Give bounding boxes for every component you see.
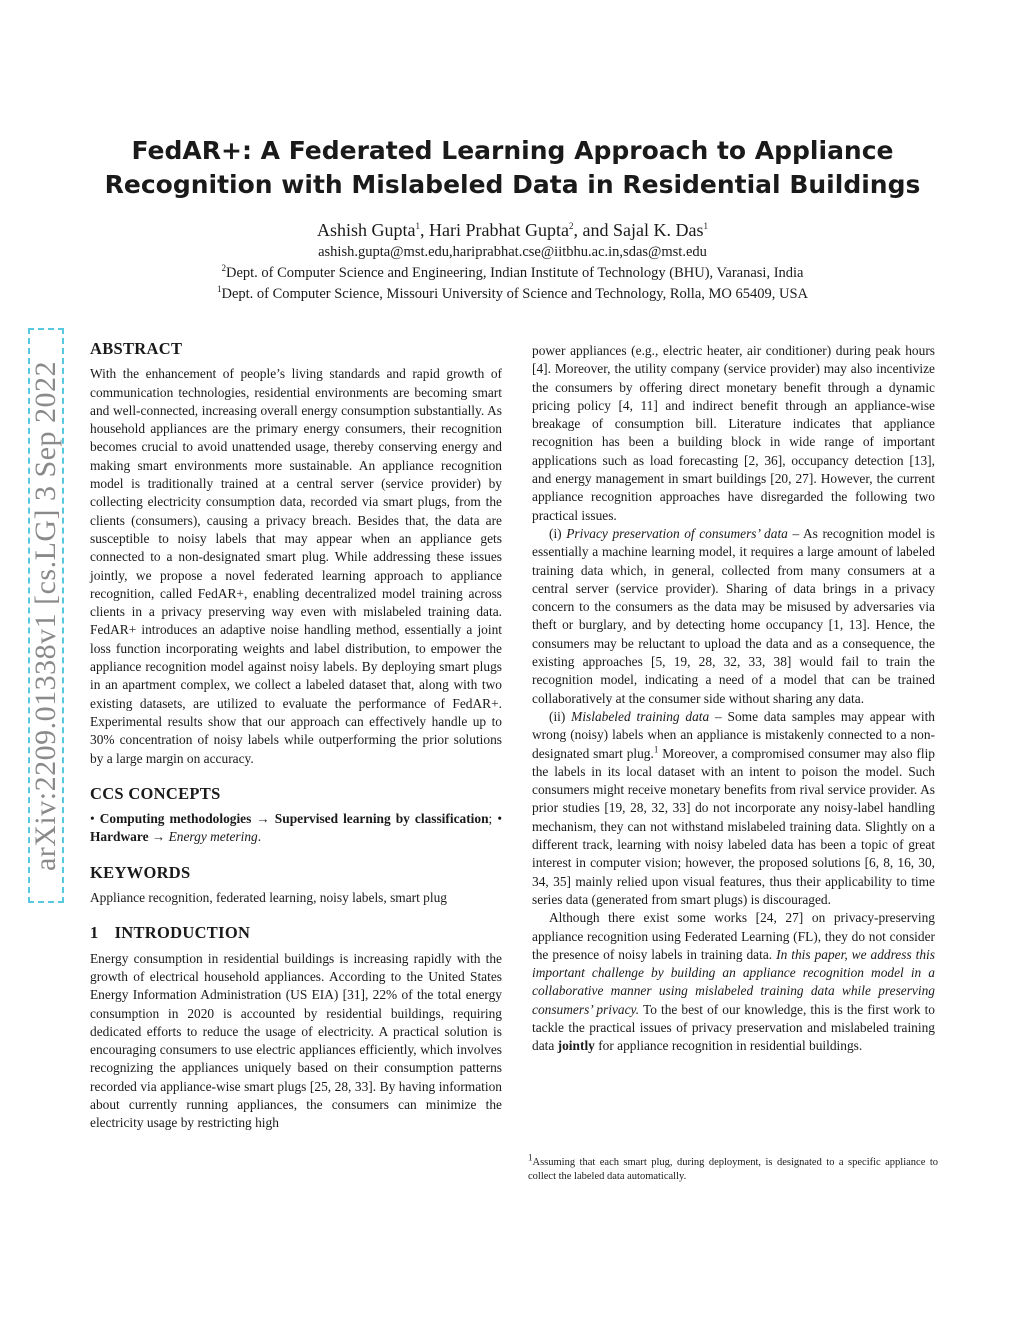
ccs-concept-2: Hardware bbox=[90, 829, 149, 845]
arxiv-identifier: arXiv:2209.01338v1 [cs.LG] 3 Sep 2022 bbox=[29, 360, 63, 871]
contribution-text-1: Although there exist some works [24, 27] on privacy-preserving appliance recognition using Federated Learning (FL), they do not consider the presence of noisy labels in training data. bbox=[532, 910, 935, 962]
author-list bbox=[90, 220, 935, 241]
issue-2-title: Mislabeled training data bbox=[571, 708, 710, 724]
ccs-bullet-1: • bbox=[90, 811, 100, 827]
author-1-affiliation-mark: 1 bbox=[415, 221, 421, 231]
author-1: Ashish Gupta bbox=[317, 220, 416, 240]
issue-1-text: – As recognition model is essentially a machine learning model, it requires a large amount of labeled training data which, in general, collected from many consumers at a central server (service provider). Sharing of data brings in a privacy concern to the consumers as the data may be misused by adversaries via theft or burglary, and by detecting home occupancy [1, 13]. Hence, the consumers may be reluctant to upload the data and as a consequence, the existing approaches [5, 19, 28, 32, 33, 38] would fail to train the recognition model, indicating a need of a model that can be trained collaboratively at the consumer side without sharing any data. bbox=[532, 525, 935, 706]
issue-mislabel-paragraph bbox=[532, 708, 935, 909]
ccs-arrow-2: → bbox=[148, 829, 169, 845]
intro-paragraph-continued: power appliances (e.g., electric heater, air conditioner) during peak hours [4]. Moreover, the utility company (service provider) may also incentivize the consumers by offering direct monetary benefit through a dynamic pricing policy [4, 11] and indirect benefit through an appliance-wise breakage of consumption bill. Literature indicates that appliance recognition has been a building block in wide range of important applications such as load forecasting [2, 36], occupancy detection [13], and energy management in smart buildings [20, 27]. However, the current appliance recognition approaches have disregarded the following two practical issues. bbox=[532, 343, 935, 523]
affiliation-1-mark: 1 bbox=[216, 284, 222, 295]
issue-2-label: (ii) bbox=[549, 708, 572, 724]
ccs-separator: ; bbox=[488, 811, 498, 827]
arxiv-sidebar-stamp bbox=[28, 328, 64, 903]
affiliation-2-text: Dept. of Computer Science and Engineering, Indian Institute of Technology (BHU), Varanasi, India bbox=[226, 265, 804, 281]
abstract-text: With the enhancement of people’s living standards and rapid growth of communication technologies, residential environments are becoming smart and well-connected, increasing overall energy consumption substantially. As household appliances are the primary energy consumers, their recognition becomes crucial to avoid unattended usage, thereby conserving energy and making smart environments more sustainable. An appliance recognition model is traditionally trained at a central server (service provider) by collecting electricity consumption data, recorded via smart plugs, from the clients (consumers), causing a privacy breach. Besides that, the data are susceptible to noisy labels that may appear when an appliance gets connected to a non-designated smart plug. While addressing these issues jointly, we propose a novel federated learning approach to appliance recognition, called FedAR+, enabling decentralized model training across clients in a privacy preserving way even with mislabeled training data. FedAR+ introduces an adaptive noise handling method, essentially a joint loss function incorporating weights and label distribution, to empower the appliance recognition model against noisy labels. By deploying smart plugs in an apartment complex, we collect a labeled dataset that, along with two existing datasets, are utilized to evaluate the performance of FedAR+. Experimental results show that our approach can effectively handle up to 30% concentration of noisy labels while outperforming the prior solutions by a large margin on accuracy. bbox=[90, 366, 502, 766]
ccs-heading: CCS CONCEPTS bbox=[90, 783, 221, 803]
affiliation-1 bbox=[90, 286, 935, 303]
affiliation-2-mark: 2 bbox=[221, 263, 226, 274]
section-number: 1 bbox=[90, 923, 99, 943]
keywords-text: Appliance recognition, federated learning, noisy labels, smart plug bbox=[90, 890, 447, 906]
introduction-heading bbox=[90, 924, 502, 942]
author-emails: ashish.gupta@mst.edu,hariprabhat.cse@iitbhu.ac.in,sdas@mst.edu bbox=[318, 244, 707, 260]
contribution-emphasis: In this paper, we address this important challenge by building an appliance recognition model in a collaborative manner using mislabeled training data while preserving consumers’ privacy. bbox=[532, 946, 935, 1017]
contribution-text-3: for appliance recognition in residential buildings. bbox=[594, 1038, 863, 1054]
footnote bbox=[528, 1152, 938, 1183]
ccs-text bbox=[90, 810, 502, 847]
footnote-marker: 1 bbox=[653, 744, 659, 755]
contribution-text-2: To the best of our knowledge, this is the first work to tackle the practical issues of privacy preservation and mislabeled training data bbox=[532, 1001, 935, 1054]
author-3: , and Sajal K. Das bbox=[573, 220, 704, 240]
introduction-paragraph-1: Energy consumption in residential buildings is increasing rapidly with the growth of electrical household appliances. According to the United States Energy Information Administration (US EIA) [31], 22% of the total energy consumption in 2020 is accounted by residential buildings, requiring dedicated efforts to reduce the usage of electricity. A practical solution is encouraging consumers to use electric appliances efficiently, which involves recognizing the appliances uniquely based on their consumption patterns recorded via appliance-wise smart plugs [25, 28, 33]. By having information about currently running appliances, the consumers can minimize the electricity usage by restricting high bbox=[90, 950, 502, 1131]
issue-2-text-b: Moreover, a compromised consumer may also flip the labels in its local dataset with an intent to poison the model. Such consumers might receive monetary benefits from rival service provider. As prior studies [19, 28, 32, 33] do not incorporate any noisy-label handling mechanism, they can not withstand mislabeled training data. Slightly on a different track, learning with noisy labeled data has been a topic of great interest in computer vision; however, the proposed solutions [6, 8, 16, 30, 34, 35] mainly relied upon visual features, thus their applicability to time series data (generated from smart plugs) is discouraged. bbox=[532, 745, 935, 907]
ccs-concept-1: Computing methodologies bbox=[99, 811, 252, 827]
issue-1-label: (i) bbox=[549, 525, 567, 541]
ccs-arrow-1: → bbox=[251, 811, 275, 827]
affiliation-1-text: Dept. of Computer Science, Missouri University of Science and Technology, Rolla, MO 65409, USA bbox=[221, 286, 809, 302]
author-2: , Hari Prabhat Gupta bbox=[420, 220, 569, 240]
affiliation-2 bbox=[90, 265, 935, 282]
issue-privacy-paragraph bbox=[532, 525, 935, 708]
ccs-bullet-2: • bbox=[497, 811, 503, 827]
left-column bbox=[90, 340, 502, 1133]
contribution-bold: jointly bbox=[557, 1038, 595, 1054]
keywords-heading: KEYWORDS bbox=[90, 862, 191, 882]
contribution-paragraph bbox=[532, 909, 935, 1055]
footnote-text: Assuming that each smart plug, during deployment, is designated to a specific appliance to collect the labeled data automatically. bbox=[528, 1157, 938, 1182]
ccs-end: . bbox=[257, 829, 262, 845]
issue-2-text-a: – Some data samples may appear with wrong (noisy) labels when an appliance is mistakenly connected to a non-designated smart plug. bbox=[532, 708, 935, 761]
paper-title: FedAR+: A Federated Learning Approach to Appliance Recognition with Mislabeled Data in Residential Buildings bbox=[104, 136, 921, 199]
abstract-heading: ABSTRACT bbox=[90, 339, 183, 358]
right-column bbox=[532, 342, 935, 1056]
footnote-number: 1 bbox=[528, 1152, 533, 1163]
author-2-affiliation-mark: 2 bbox=[568, 221, 574, 231]
author-3-affiliation-mark: 1 bbox=[703, 221, 708, 231]
ccs-concept-2b: Energy metering bbox=[168, 829, 258, 845]
section-title: INTRODUCTION bbox=[114, 923, 251, 943]
ccs-concept-1b: Supervised learning by classification bbox=[274, 811, 489, 827]
issue-1-title: Privacy preservation of consumers’ data bbox=[566, 525, 788, 541]
